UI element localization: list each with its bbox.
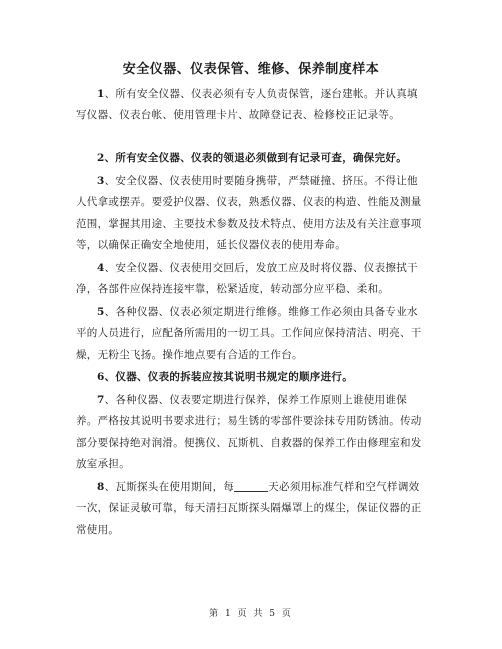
paragraph-text: 6、仪器、仪表的拆装应按其说明书规定的顺序进行。 — [97, 371, 354, 383]
fill-in-blank — [234, 479, 268, 492]
paragraph-number: 4 — [97, 262, 105, 274]
paragraph-number: 1 — [97, 88, 105, 100]
paragraph-text: 天必须用标准气样和空气样调效一次，保证灵敏可靠，每天清扫瓦斯探头隔爆罩上的煤尘，保证仪器的正常使用。 — [76, 481, 422, 536]
document-title: 安全仪器、仪表保管、维修、保养制度样本 — [122, 62, 380, 77]
paragraph-7 — [76, 390, 428, 476]
paragraph-2 — [76, 148, 428, 169]
paragraph-text: 、各种仪器、仪表必须定期进行维修。维修工作必须由具备专业水平的人员进行，应配备所需用的一切工具。工作间应保持清洁、明亮、干燥，无粉尘飞扬。操作地点要有合适的工作台。 — [76, 306, 422, 361]
paragraph-1 — [76, 84, 428, 127]
paragraph-number: 7 — [97, 394, 105, 406]
paragraph-8 — [76, 477, 428, 541]
paragraph-text: 、安全仪器、仪表使用交回后，发放工应及时将仪器、仪表擦拭干净，各部件应保持连接牢靠，松紧适度，转动部分应平稳、柔和。 — [76, 262, 418, 296]
paragraph-text: 、瓦斯探头在使用期间，每 — [104, 481, 235, 493]
paragraph-text: 、各种仪器、仪表要定期进行保养，保养工作原则上谁使用谁保养。严格按其说明书要求进行；易生锈的零部件要涂抹专用防锈油。传动部分要保持绝对润滑。便携仪、瓦斯机、自救器的保养工作由修理室和发放室承担。 — [76, 394, 422, 471]
paragraph-text: 2、所有安全仪器、仪表的领退必须做到有记录可查，确保完好。 — [97, 152, 408, 164]
paragraph-number: 8 — [97, 481, 105, 493]
page-footer: 第 1 页 共 5 页 — [209, 609, 293, 619]
paragraph-4 — [76, 258, 428, 301]
paragraph-3 — [76, 171, 428, 257]
paragraph-6 — [76, 367, 428, 388]
paragraph-text: 、所有安全仪器、仪表必须有专人负责保管，逐台建帐。并认真填写仪器、仪表台帐、使用管理卡片、故障登记表、检修校正记录等。 — [76, 88, 418, 122]
paragraph-text: 、安全仪器、仪表使用时要随身携带，严禁碰撞、挤压。不得让他人代拿或摆弄。要爱护仪器、仪表，熟悉仪器、仪表的构造、性能及测量范围，掌握其用途、主要技术参数及技术特点、使用方法及有关注意事项等，以确保正确安全地使用，延长仪器仪表的使用寿命。 — [76, 175, 422, 252]
paragraph-number: 5 — [97, 306, 105, 318]
paragraph-5 — [76, 302, 428, 366]
paragraph-number: 3 — [97, 175, 105, 187]
